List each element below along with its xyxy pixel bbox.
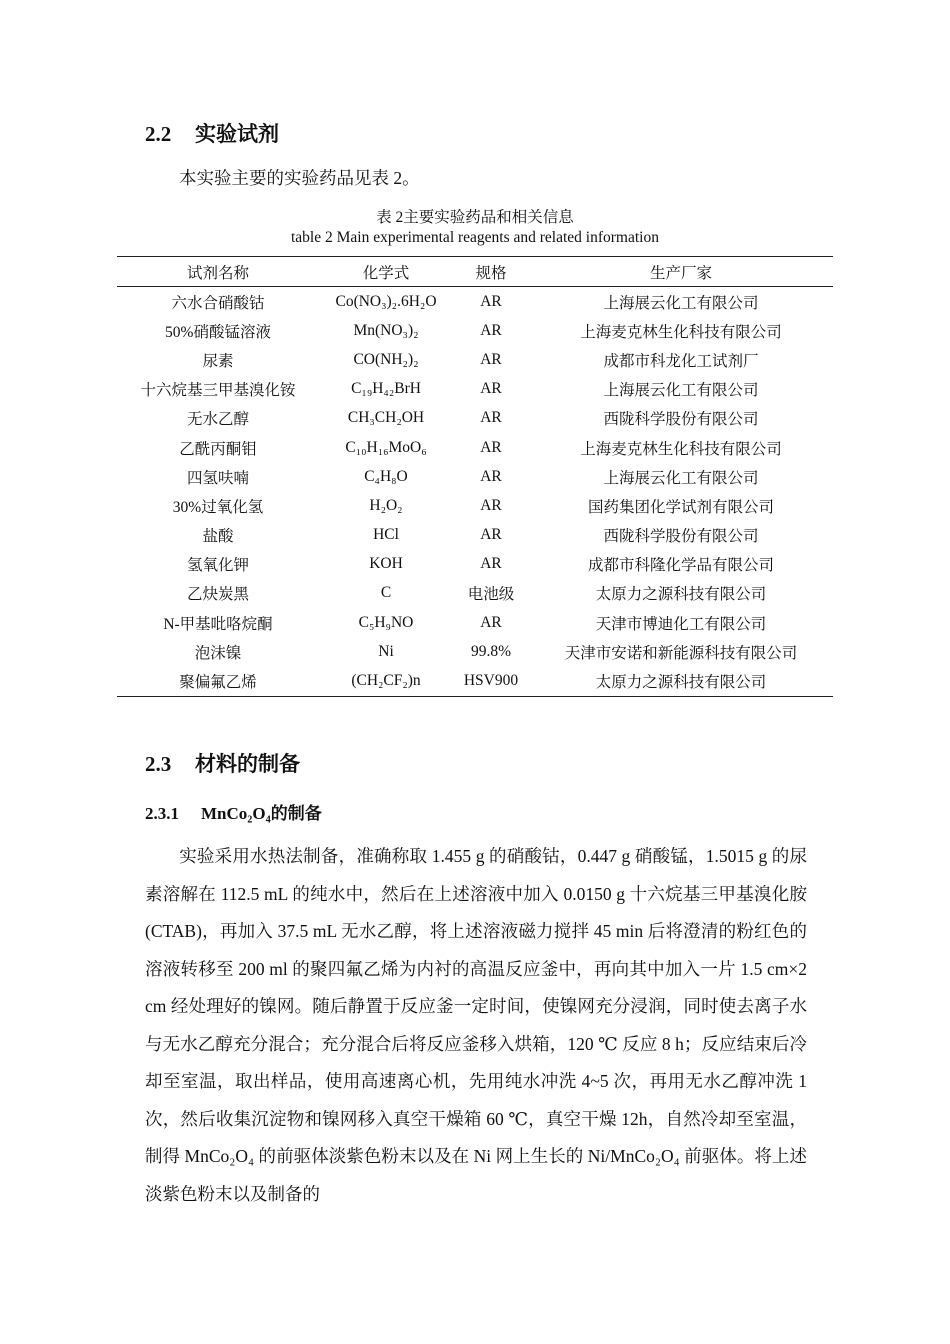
table-row — [117, 404, 833, 433]
section-number: 2.3 — [145, 752, 172, 776]
cell-manufacturer: 天津市博迪化工有限公司 — [595, 615, 767, 633]
cell-reagent-name: 聚偏氟乙烯 — [117, 666, 319, 696]
cell-manufacturer: 西陇科学股份有限公司 — [603, 411, 759, 429]
cell-manufacturer: 上海展云化工有限公司 — [603, 294, 759, 312]
cell-reagent-name: 50%硝酸锰溶液 — [165, 323, 271, 341]
cell-grade: 电池级 — [467, 586, 515, 604]
cell-manufacturer: 成都市科龙化工试剂厂 — [603, 352, 759, 370]
body-text: 实验采用水热法制备，准确称取 1.455 g 的硝酸钴，0.447 g 硝酸锰，1.5015 g 的尿素溶解在 112.5 mL 的纯水中，然后在上述溶液中加入 0.0150 g 十六烷基三甲基溴化胺(CTAB)，再加入 37.5 mL 无水乙醇，将上述溶液磁力搅拌 45 min 后将澄清的粉红色的溶液转移至 200 ml 的聚四氟乙烯为内衬的高温反应釜中，再向其中加入一片 1.5 cm×2 cm 经处理好的镍网。随后静置于反应釜一定时间，使镍网充分浸润，同时使去离子水与无水乙醇充分混合；充分混合后将反应釜移入烘箱，120 ℃ 反应 8 h；反应结束后冷却至室温，取出样品，使用高速离心机，先用纯水冲洗 4~5 次，再用无水乙醇冲洗 1 次，然后收集沉淀物和镍网移入真空干燥箱 60 ℃，真空干燥 12h，自然冷却至室温，制得 MnCo₂O₄ 的前驱体淡紫色粉末以及在 Ni 网上生长的 Ni/MnCo₂O₄ 前驱体。将上述淡紫色粉末以及制备的 — [145, 846, 807, 1204]
cell-manufacturer: 国药集团化学试剂有限公司 — [587, 498, 774, 516]
cell-manufacturer: 上海麦克林生化科技有限公司 — [580, 440, 782, 458]
cell-grade: AR — [480, 467, 502, 485]
cell-reagent-name: 四氢呋喃 — [186, 469, 249, 487]
cell-reagent-name: N-甲基吡咯烷酮 — [163, 615, 273, 633]
reagents-table — [117, 256, 833, 697]
table-header-row — [117, 257, 833, 287]
intro-text: 本实验主要的实验药品见表 2。 — [179, 168, 420, 188]
cell-manufacturer: 西陇科学股份有限公司 — [603, 528, 759, 546]
cell-manufacturer: 太原力之源科技有限公司 — [529, 666, 833, 696]
section-heading-2-3 — [145, 748, 300, 778]
cell-reagent-name: 无水乙醇 — [186, 411, 249, 429]
table-row — [117, 433, 833, 462]
table-row — [117, 462, 833, 491]
cell-grade: AR — [480, 321, 502, 339]
cell-grade: AR — [480, 409, 502, 427]
cell-formula: CH₃CH₂OH — [347, 409, 425, 427]
header-reagent-name: 试剂名称 — [117, 257, 319, 287]
cell-grade: 99.8% — [470, 642, 512, 660]
cell-formula: KOH — [369, 555, 403, 573]
cell-formula: Ni — [378, 642, 394, 660]
table-row — [117, 666, 833, 696]
section-heading-2-2 — [145, 118, 279, 148]
cell-reagent-name: 乙酰丙酮钼 — [179, 440, 257, 458]
section-heading-2-3-1 — [145, 799, 322, 824]
table-caption-en: table 2 Main experimental reagents and related information — [291, 229, 659, 246]
cell-formula: Mn(NO₃)₂ — [353, 321, 419, 339]
cell-formula: (CH₂CF₂)n — [319, 666, 453, 696]
cell-grade: AR — [480, 438, 502, 456]
cell-grade: AR — [480, 555, 502, 573]
cell-manufacturer: 成都市科隆化学品有限公司 — [587, 557, 774, 575]
cell-reagent-name: 泡沫镍 — [194, 644, 242, 662]
table-caption-cn: 表 2主要实验药品和相关信息 — [376, 209, 574, 226]
table-row — [117, 287, 833, 317]
cell-formula: HCl — [373, 526, 399, 544]
cell-grade: HSV900 — [453, 666, 529, 696]
table-row — [117, 375, 833, 404]
cell-formula: C₁₀H₁₆MoO₆ — [345, 438, 427, 456]
table-row — [117, 579, 833, 608]
intro-paragraph — [145, 160, 807, 198]
cell-reagent-name: 氢氧化钾 — [186, 557, 249, 575]
cell-formula: C — [380, 584, 392, 602]
subsection-title: MnCo₂O₄的制备 — [201, 804, 322, 823]
cell-formula: H₂O₂ — [369, 496, 403, 514]
cell-manufacturer: 太原力之源科技有限公司 — [595, 586, 767, 604]
cell-grade: AR — [480, 496, 502, 514]
cell-grade: AR — [480, 380, 502, 398]
cell-manufacturer: 上海展云化工有限公司 — [603, 469, 759, 487]
table-row — [117, 550, 833, 579]
cell-formula: C₅H₉NO — [358, 613, 414, 631]
section-number: 2.2 — [145, 122, 172, 146]
table-row — [117, 316, 833, 345]
table-row — [117, 521, 833, 550]
table-body — [117, 287, 833, 697]
section-title: 材料的制备 — [195, 752, 300, 776]
cell-reagent-name: 六水合硝酸钴 — [171, 294, 265, 312]
section-title: 实验试剂 — [195, 122, 279, 146]
cell-grade: AR — [480, 350, 502, 368]
header-grade: 规格 — [453, 257, 529, 287]
table-row — [117, 491, 833, 520]
cell-reagent-name: 乙炔炭黑 — [186, 586, 249, 604]
cell-manufacturer: 上海展云化工有限公司 — [603, 382, 759, 400]
table-row — [117, 637, 833, 666]
table-row — [117, 608, 833, 637]
cell-reagent-name: 盐酸 — [202, 528, 234, 546]
cell-formula: C₁₉H₄₂BrH — [351, 380, 421, 398]
cell-formula: Co(NO₃)₂.6H₂O — [335, 292, 437, 310]
cell-grade: AR — [480, 526, 502, 544]
body-paragraph — [145, 838, 807, 1213]
header-manufacturer: 生产厂家 — [529, 257, 833, 287]
header-formula: 化学式 — [319, 257, 453, 287]
subsection-number: 2.3.1 — [145, 804, 179, 823]
table-row — [117, 345, 833, 374]
cell-reagent-name: 30%过氧化氢 — [172, 498, 264, 516]
cell-reagent-name: 尿素 — [202, 352, 234, 370]
cell-formula: CO(NH₂)₂ — [353, 350, 419, 368]
cell-manufacturer: 天津市安诺和新能源科技有限公司 — [564, 644, 798, 662]
cell-manufacturer: 上海麦克林生化科技有限公司 — [580, 323, 782, 341]
cell-reagent-name: 十六烷基三甲基溴化铵 — [140, 382, 296, 400]
cell-grade: AR — [480, 613, 502, 631]
cell-formula: C₄H₈O — [364, 467, 408, 485]
cell-grade: AR — [480, 292, 502, 310]
